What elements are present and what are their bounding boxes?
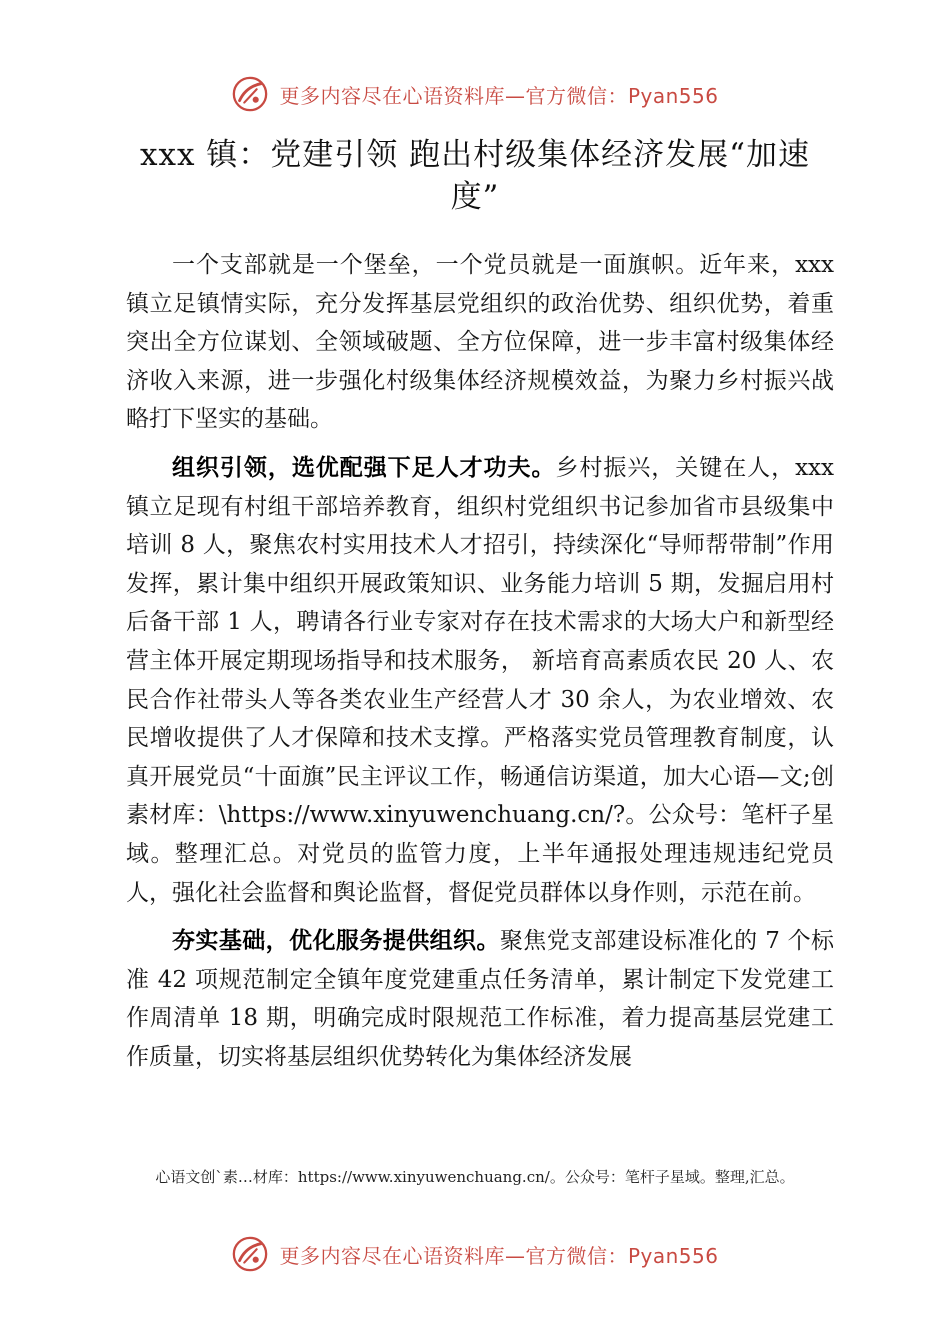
seal-logo-icon — [231, 75, 269, 113]
paragraph-lead: 组织引领，选优配强下足人才功夫。 — [172, 454, 556, 481]
footer-banner — [0, 1232, 950, 1276]
banner-text: 更多内容尽在心语资料库—官方微信：Pyan556 — [279, 1243, 719, 1268]
header-banner — [0, 72, 950, 116]
page-footnote: 心语文创`素…材库：https://www.xinyuwenchuang.cn/。公众号：笔杆子星域。整理,汇总。 — [155, 1168, 795, 1186]
paragraph-text: 乡村振兴，关键在人，xxx 镇立足现有村组干部培养教育，组织村党组织书记参加省市县级集中培训 8 人，聚焦农村实用技术人才招引，持续深化“导师帮带制”作用发挥，累计集中组织开展政策知识、业务能力培训 5 期，发掘启用村后备干部 1 人，聘请各行业专家对存在技术需求的大场大户和新型经营主体开展定期现场指导和技术服务， 新培育高素质农民 20 人、农民合作社带头人等各类农业生产经营人才 30 余人，为农业增效、农民增收提供了人才保障和技术支撑。严格落实党员管理教育制度，认真开展党员“十面旗”民主评议工作，畅通信访渠道，加大心语—文;创素材库：\https://www.xinyuwenchuang.cn/?。公众号：笔杆子星域。整理汇总。对党员的监管力度，上半年通报处理违规违纪党员人，强化社会监督和舆论监督，督促党员群体以身作则，示范在前。 — [126, 454, 834, 906]
paragraph — [126, 449, 834, 912]
paragraph-text: 一个支部就是一个堡垒，一个党员就是一面旗帜。近年来，xxx 镇立足镇情实际，充分发挥基层党组织的政治优势、组织优势，着重突出全方位谋划、全领域破题、全方位保障，进一步丰富村级集体经济收入来源，进一步强化村级集体经济规模效益，为聚力乡村振兴战略打下坚实的基础。 — [126, 252, 834, 433]
paragraph-lead: 夯实基础，优化服务提供组织。 — [172, 928, 500, 955]
paragraph — [126, 922, 834, 1076]
paragraph — [126, 246, 834, 439]
paragraph-text: 聚焦党支部建设标准化的 7 个标准 42 项规范制定全镇年度党建重点任务清单，累计制定下发党建工作周清单 18 期，明确完成时限规范工作标准，着力提高基层党建工作质量，切实将基层组织优势转化为集体经济发展 — [126, 928, 834, 1070]
document-title: xxx 镇：党建引领 跑出村级集体经济发展“加速度” — [139, 137, 810, 215]
document-body — [126, 246, 834, 1086]
banner-text: 更多内容尽在心语资料库—官方微信：Pyan556 — [279, 83, 719, 108]
seal-logo-icon — [231, 1235, 269, 1273]
